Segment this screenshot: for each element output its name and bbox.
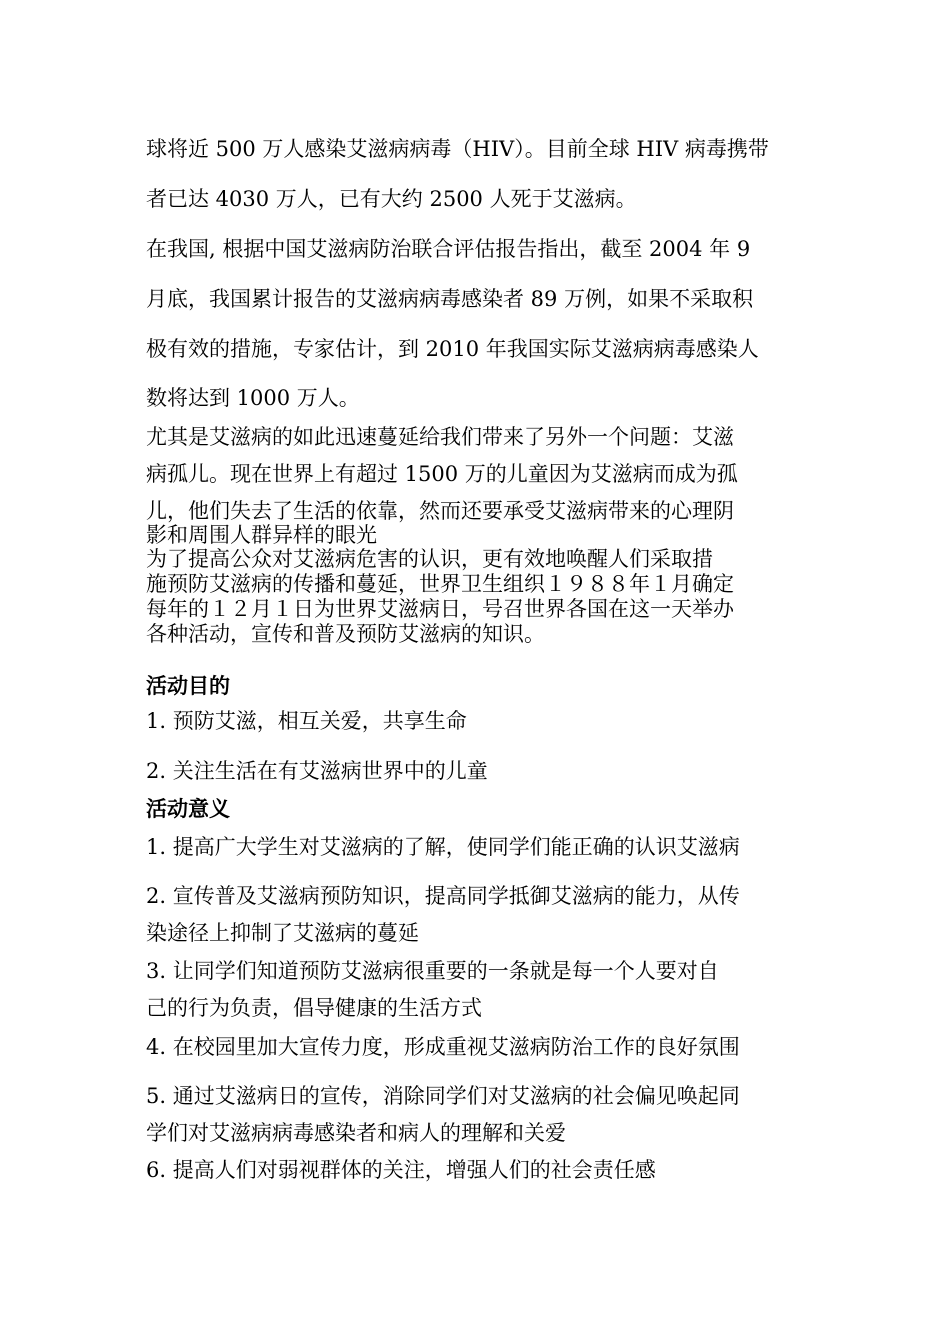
significance-line: 己的行为负责，倡导健康的生活方式 [146,996,482,1020]
purpose-heading: 活动目的 [146,674,230,698]
significance-line: 学们对艾滋病病毒感染者和病人的理解和关爱 [146,1121,566,1145]
intro-line: 在我国, 根据中国艾滋病防治联合评估报告指出，截至 2004 年 9 [146,237,751,261]
significance-line: 1. 提高广大学生对艾滋病的了解，使同学们能正确的认识艾滋病 [146,835,740,859]
significance-line: 3. 让同学们知道预防艾滋病很重要的一条就是每一个人要对自 [146,959,719,983]
orphans-line: 尤其是艾滋病的如此迅速蔓延给我们带来了另外一个问题：艾滋 [146,425,734,449]
intro-line: 数将达到 1000 万人。 [146,386,360,410]
significance-line: 4. 在校园里加大宣传力度，形成重视艾滋病防治工作的良好氛围 [146,1035,740,1059]
significance-heading: 活动意义 [146,797,230,821]
orphans-line: 病孤儿。现在世界上有超过 1500 万的儿童因为艾滋病而成为孤 [146,462,738,486]
intro-line: 球将近 500 万人感染艾滋病病毒（HIV）。目前全球 HIV 病毒携带 [146,137,769,161]
aids-day-line: 各种活动，宣传和普及预防艾滋病的知识。 [146,622,545,646]
aids-day-line: 为了提高公众对艾滋病危害的认识，更有效地唤醒人们采取措 [146,547,713,571]
significance-line: 2. 宣传普及艾滋病预防知识，提高同学抵御艾滋病的能力，从传 [146,884,740,908]
purpose-item: 2. 关注生活在有艾滋病世界中的儿童 [146,759,488,783]
significance-line: 染途径上抑制了艾滋病的蔓延 [146,921,419,945]
significance-line: 6. 提高人们对弱视群体的关注，增强人们的社会责任感 [146,1158,656,1182]
aids-day-line: 施预防艾滋病的传播和蔓延，世界卫生组织１９８８年１月确定 [146,572,734,596]
intro-line: 者已达 4030 万人，已有大约 2500 人死于艾滋病。 [146,187,637,211]
intro-line: 极有效的措施，专家估计，到 2010 年我国实际艾滋病病毒感染人 [146,337,759,361]
intro-line: 月底，我国累计报告的艾滋病病毒感染者 89 万例，如果不采取积 [146,287,754,311]
aids-day-line: 每年的１２月１日为世界艾滋病日，号召世界各国在这一天举办 [146,597,734,621]
purpose-item: 1. 预防艾滋，相互关爱，共享生命 [146,709,467,733]
orphans-line: 影和周围人群异样的眼光 [146,523,377,547]
significance-line: 5. 通过艾滋病日的宣传，消除同学们对艾滋病的社会偏见唤起同 [146,1084,740,1108]
orphans-line: 儿，他们失去了生活的依靠，然而还要承受艾滋病带来的心理阴 [146,499,734,523]
